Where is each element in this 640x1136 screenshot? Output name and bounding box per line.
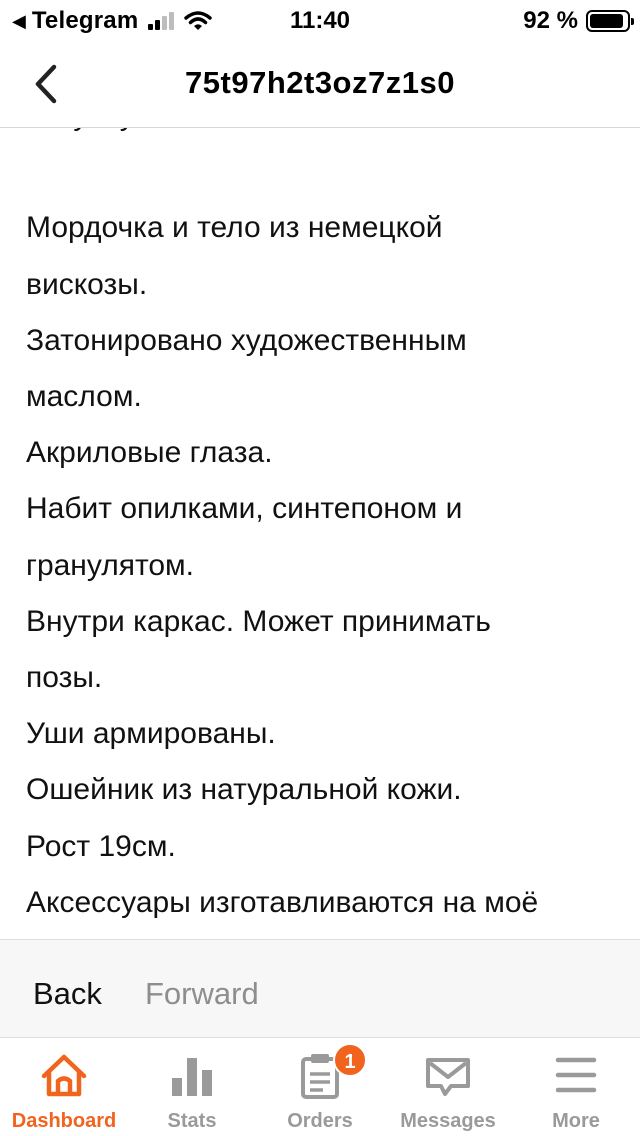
- battery-percent: 92 %: [523, 7, 578, 34]
- description-line: Внутри каркас. Может принимать: [26, 604, 491, 638]
- battery-icon: [586, 10, 630, 32]
- listing-description: [0, 128, 640, 939]
- tab-more[interactable]: [512, 1038, 640, 1136]
- description-line: вискозы.: [26, 267, 148, 301]
- description-line: Рост 19см.: [26, 829, 176, 863]
- web-back-button[interactable]: Back: [33, 976, 102, 1011]
- description-line: Ошейник из натуральной кожи.: [26, 773, 462, 807]
- navigation-bar: [0, 42, 640, 128]
- return-arrow-icon: ◀: [12, 10, 26, 31]
- description-line: Набит опилками, синтепоном и: [26, 492, 463, 526]
- page-title: 75t97h2t3oz7z1s0: [185, 65, 455, 100]
- home-icon: [39, 1052, 89, 1098]
- battery-status: [523, 7, 630, 35]
- status-bar: [0, 0, 640, 42]
- tab-bar: [0, 1038, 640, 1136]
- return-app-label: Telegram: [31, 7, 139, 34]
- web-forward-button[interactable]: Forward: [145, 976, 259, 1011]
- orders-badge: 1: [333, 1043, 367, 1077]
- description-line: Аксессуары изготавливаются на моё: [26, 885, 539, 919]
- web-navigation-bar: [0, 939, 640, 1038]
- tab-stats[interactable]: [128, 1038, 256, 1136]
- description-line: гранулятом.: [26, 548, 195, 582]
- description-text: [26, 88, 616, 931]
- envelope-icon: [423, 1052, 473, 1098]
- menu-icon: [551, 1052, 601, 1098]
- blank-line: [26, 144, 616, 200]
- tab-dashboard[interactable]: [0, 1038, 128, 1136]
- tab-label: Stats: [167, 1110, 217, 1132]
- description-line: Уши армированы.: [26, 717, 276, 751]
- clock: 11:40: [289, 7, 351, 34]
- description-line: позы.: [26, 661, 103, 695]
- tab-messages[interactable]: [384, 1038, 512, 1136]
- tab-label: Orders: [287, 1110, 353, 1132]
- tab-label: Dashboard: [11, 1110, 117, 1132]
- description-line: маслом.: [26, 380, 142, 413]
- tab-orders[interactable]: [256, 1038, 384, 1136]
- description-line: Акриловые глаза.: [26, 436, 273, 470]
- tab-label: More: [552, 1110, 600, 1132]
- bar-chart-icon: [167, 1052, 217, 1098]
- description-line: Затонировано художественным: [26, 323, 467, 357]
- description-line: Мордочка и тело из немецкой: [26, 211, 443, 245]
- tab-label: Messages: [400, 1110, 496, 1132]
